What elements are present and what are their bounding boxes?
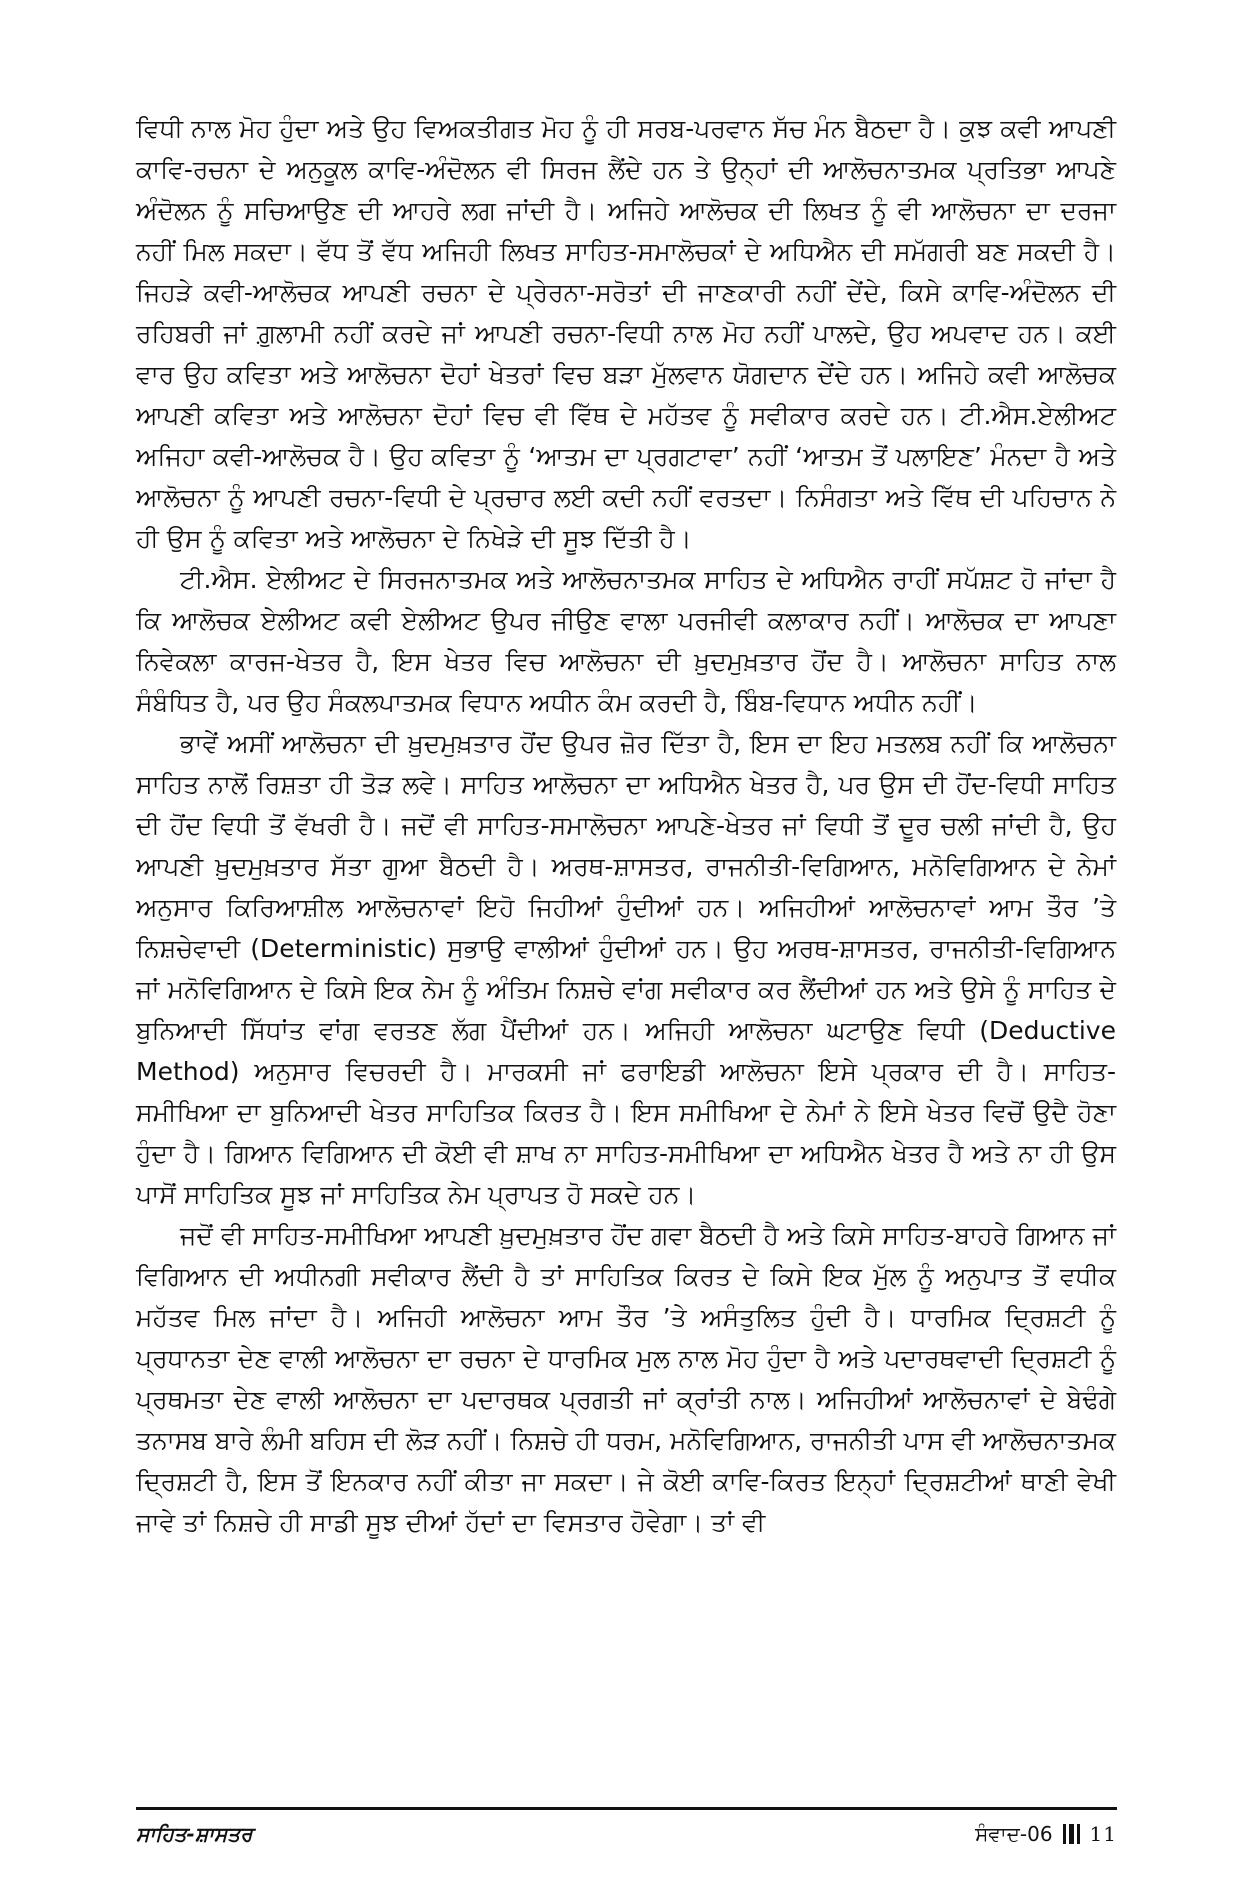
separator-bars-icon: [1063, 1823, 1080, 1845]
running-title: ਸਾਹਿਤ-ਸ਼ਾਸਤਰ: [136, 1822, 253, 1846]
paragraph-3: ਭਾਵੇਂ ਅਸੀਂ ਆਲੋਚਨਾ ਦੀ ਖ਼ੁਦਮੁਖ਼ਤਾਰ ਹੋਂਦ ਉਪਰ ਜ਼ੋਰ ਦਿੱਤਾ ਹੈ, ਇਸ ਦਾ ਇਹ ਮਤਲਬ ਨਹੀਂ ਕਿ ਆਲੋਚਨਾ ਸਾਹਿਤ ਨਾਲੋਂ ਰਿਸ਼ਤਾ ਹੀ ਤੋੜ ਲਵੇ। ਸਾਹਿਤ ਆਲੋਚਨਾ ਦਾ ਅਧਿਐਨ ਖੇਤਰ ਹੈ, ਪਰ ਉਸ ਦੀ ਹੋਂਦ-ਵਿਧੀ ਸਾਹਿਤ ਦੀ ਹੋਂਦ ਵਿਧੀ ਤੋਂ ਵੱਖਰੀ ਹੈ। ਜਦੋਂ ਵੀ ਸਾਹਿਤ-ਸਮਾਲੋਚਨਾ ਆਪਣੇ-ਖੇਤਰ ਜਾਂ ਵਿਧੀ ਤੋਂ ਦੂਰ ਚਲੀ ਜਾਂਦੀ ਹੈ, ਉਹ ਆਪਣੀ ਖ਼ੁਦਮੁਖ਼ਤਾਰ ਸੱਤਾ ਗੁਆ ਬੈਠਦੀ ਹੈ। ਅਰਥ-ਸ਼ਾਸਤਰ, ਰਾਜਨੀਤੀ-ਵਿਗਿਆਨ, ਮਨੋਵਿਗਿਆਨ ਦੇ ਨੇਮਾਂ ਅਨੁਸਾਰ ਕਿਰਿਆਸ਼ੀਲ ਆਲੋਚਨਾਵਾਂ ਇਹੋ ਜਿਹੀਆਂ ਹੁੰਦੀਆਂ ਹਨ। ਅਜਿਹੀਆਂ ਆਲੋਚਨਾਵਾਂ ਆਮ ਤੌਰ ’ਤੇ ਨਿਸ਼ਚੇਵਾਦੀ (Deterministic) ਸੁਭਾਉ ਵਾਲੀਆਂ ਹੁੰਦੀਆਂ ਹਨ। ਉਹ ਅਰਥ-ਸ਼ਾਸਤਰ, ਰਾਜਨੀਤੀ-ਵਿਗਿਆਨ ਜਾਂ ਮਨੋਵਿਗਿਆਨ ਦੇ ਕਿਸੇ ਇਕ ਨੇਮ ਨੂੰ ਅੰਤਿਮ ਨਿਸ਼ਚੇ ਵਾਂਗ ਸਵੀਕਾਰ ਕਰ ਲੈਂਦੀਆਂ ਹਨ ਅਤੇ ਉਸੇ ਨੂੰ ਸਾਹਿਤ ਦੇ ਬੁਨਿਆਦੀ ਸਿੱਧਾਂਤ ਵਾਂਗ ਵਰਤਣ ਲੱਗ ਪੈਂਦੀਆਂ ਹਨ। ਅਜਿਹੀ ਆਲੋਚਨਾ ਘਟਾਉਣ ਵਿਧੀ (Deductive Method) ਅਨੁਸਾਰ ਵਿਚਰਦੀ ਹੈ। ਮਾਰਕਸੀ ਜਾਂ ਫਰਾਇਡੀ ਆਲੋਚਨਾ ਇਸੇ ਪ੍ਰਕਾਰ ਦੀ ਹੈ। ਸਾਹਿਤ-ਸਮੀਖਿਆ ਦਾ ਬੁਨਿਆਦੀ ਖੇਤਰ ਸਾਹਿਤਿਕ ਕਿਰਤ ਹੈ। ਇਸ ਸਮੀਖਿਆ ਦੇ ਨੇਮਾਂ ਨੇ ਇਸੇ ਖੇਤਰ ਵਿਚੋਂ ਉਦੈ ਹੋਣਾ ਹੁੰਦਾ ਹੈ। ਗਿਆਨ ਵਿਗਿਆਨ ਦੀ ਕੋਈ ਵੀ ਸ਼ਾਖ ਨਾ ਸਾਹਿਤ-ਸਮੀਖਿਆ ਦਾ ਅਧਿਐਨ ਖੇਤਰ ਹੈ ਅਤੇ ਨਾ ਹੀ ਉਸ ਪਾਸੋਂ ਸਾਹਿਤਿਕ ਸੂਝ ਜਾਂ ਸਾਹਿਤਿਕ ਨੇਮ ਪ੍ਰਾਪਤ ਹੋ ਸਕਦੇ ਹਨ।: [136, 729, 1116, 1209]
page-body: [136, 108, 1116, 1748]
footer-right: [975, 1822, 1117, 1846]
page-footer: [136, 1822, 1117, 1862]
footer-divider: [136, 1807, 1117, 1810]
article-text: [136, 108, 1116, 1543]
journal-issue: ਸੰਵਾਦ-06: [975, 1822, 1053, 1846]
paragraph-1: ਵਿਧੀ ਨਾਲ ਮੋਹ ਹੁੰਦਾ ਅਤੇ ਉਹ ਵਿਅਕਤੀਗਤ ਮੋਹ ਨੂੰ ਹੀ ਸਰਬ-ਪਰਵਾਨ ਸੱਚ ਮੰਨ ਬੈਠਦਾ ਹੈ। ਕੁਝ ਕਵੀ ਆਪਣੀ ਕਾਵਿ-ਰਚਨਾ ਦੇ ਅਨੁਕੂਲ ਕਾਵਿ-ਅੰਦੋਲਨ ਵੀ ਸਿਰਜ ਲੈਂਦੇ ਹਨ ਤੇ ਉਨ੍ਹਾਂ ਦੀ ਆਲੋਚਨਾਤਮਕ ਪ੍ਰਤਿਭਾ ਆਪਣੇ ਅੰਦੋਲਨ ਨੂੰ ਸਚਿਆਉਣ ਦੀ ਆਹਰੇ ਲਗ ਜਾਂਦੀ ਹੈ। ਅਜਿਹੇ ਆਲੋਚਕ ਦੀ ਲਿਖਤ ਨੂੰ ਵੀ ਆਲੋਚਨਾ ਦਾ ਦਰਜਾ ਨਹੀਂ ਮਿਲ ਸਕਦਾ। ਵੱਧ ਤੋਂ ਵੱਧ ਅਜਿਹੀ ਲਿਖਤ ਸਾਹਿਤ-ਸਮਾਲੋਚਕਾਂ ਦੇ ਅਧਿਐਨ ਦੀ ਸਮੱਗਰੀ ਬਣ ਸਕਦੀ ਹੈ। ਜਿਹੜੇ ਕਵੀ-ਆਲੋਚਕ ਆਪਣੀ ਰਚਨਾ ਦੇ ਪ੍ਰੇਰਨਾ-ਸਰੋਤਾਂ ਦੀ ਜਾਣਕਾਰੀ ਨਹੀਂ ਦੇਂਦੇ, ਕਿਸੇ ਕਾਵਿ-ਅੰਦੋਲਨ ਦੀ ਰਹਿਬਰੀ ਜਾਂ ਗ਼ੁਲਾਮੀ ਨਹੀਂ ਕਰਦੇ ਜਾਂ ਆਪਣੀ ਰਚਨਾ-ਵਿਧੀ ਨਾਲ ਮੋਹ ਨਹੀਂ ਪਾਲਦੇ, ਉਹ ਅਪਵਾਦ ਹਨ। ਕਈ ਵਾਰ ਉਹ ਕਵਿਤਾ ਅਤੇ ਆਲੋਚਨਾ ਦੋਹਾਂ ਖੇਤਰਾਂ ਵਿਚ ਬੜਾ ਮੁੱਲਵਾਨ ਯੋਗਦਾਨ ਦੇਂਦੇ ਹਨ। ਅਜਿਹੇ ਕਵੀ ਆਲੋਚਕ ਆਪਣੀ ਕਵਿਤਾ ਅਤੇ ਆਲੋਚਨਾ ਦੋਹਾਂ ਵਿਚ ਵੀ ਵਿੱਥ ਦੇ ਮਹੱਤਵ ਨੂੰ ਸਵੀਕਾਰ ਕਰਦੇ ਹਨ। ਟੀ.ਐਸ.ਏਲੀਅਟ ਅਜਿਹਾ ਕਵੀ-ਆਲੋਚਕ ਹੈ। ਉਹ ਕਵਿਤਾ ਨੂੰ ‘ਆਤਮ ਦਾ ਪ੍ਰਗਟਾਵਾ’ ਨਹੀਂ ‘ਆਤਮ ਤੋਂ ਪਲਾਇਣ’ ਮੰਨਦਾ ਹੈ ਅਤੇ ਆਲੋਚਨਾ ਨੂੰ ਆਪਣੀ ਰਚਨਾ-ਵਿਧੀ ਦੇ ਪ੍ਰਚਾਰ ਲਈ ਕਦੀ ਨਹੀਂ ਵਰਤਦਾ। ਨਿਸੰਗਤਾ ਅਤੇ ਵਿੱਥ ਦੀ ਪਹਿਚਾਨ ਨੇ ਹੀ ਉਸ ਨੂੰ ਕਵਿਤਾ ਅਤੇ ਆਲੋਚਨਾ ਦੇ ਨਿਖੇੜੇ ਦੀ ਸੂਝ ਦਿੱਤੀ ਹੈ।: [136, 114, 1116, 553]
paragraph-2: ਟੀ.ਐਸ. ਏਲੀਅਟ ਦੇ ਸਿਰਜਨਾਤਮਕ ਅਤੇ ਆਲੋਚਨਾਤਮਕ ਸਾਹਿਤ ਦੇ ਅਧਿਐਨ ਰਾਹੀਂ ਸਪੱਸ਼ਟ ਹੋ ਜਾਂਦਾ ਹੈ ਕਿ ਆਲੋਚਕ ਏਲੀਅਟ ਕਵੀ ਏਲੀਅਟ ਉਪਰ ਜੀਉਣ ਵਾਲਾ ਪਰਜੀਵੀ ਕਲਾਕਾਰ ਨਹੀਂ। ਆਲੋਚਕ ਦਾ ਆਪਣਾ ਨਿਵੇਕਲਾ ਕਾਰਜ-ਖੇਤਰ ਹੈ, ਇਸ ਖੇਤਰ ਵਿਚ ਆਲੋਚਨਾ ਦੀ ਖ਼ੁਦਮੁਖ਼ਤਾਰ ਹੋਂਦ ਹੈ। ਆਲੋਚਨਾ ਸਾਹਿਤ ਨਾਲ ਸੰਬੰਧਿਤ ਹੈ, ਪਰ ਉਹ ਸੰਕਲਪਾਤਮਕ ਵਿਧਾਨ ਅਧੀਨ ਕੰਮ ਕਰਦੀ ਹੈ, ਬਿੰਬ-ਵਿਧਾਨ ਅਧੀਨ ਨਹੀਂ।: [136, 565, 1116, 717]
paragraph-4: ਜਦੋਂ ਵੀ ਸਾਹਿਤ-ਸਮੀਖਿਆ ਆਪਣੀ ਖ਼ੁਦਮੁਖ਼ਤਾਰ ਹੋਂਦ ਗਵਾ ਬੈਠਦੀ ਹੈ ਅਤੇ ਕਿਸੇ ਸਾਹਿਤ-ਬਾਹਰੇ ਗਿਆਨ ਜਾਂ ਵਿਗਿਆਨ ਦੀ ਅਧੀਨਗੀ ਸਵੀਕਾਰ ਲੈਂਦੀ ਹੈ ਤਾਂ ਸਾਹਿਤਿਕ ਕਿਰਤ ਦੇ ਕਿਸੇ ਇਕ ਮੁੱਲ ਨੂੰ ਅਨੁਪਾਤ ਤੋਂ ਵਧੀਕ ਮਹੱਤਵ ਮਿਲ ਜਾਂਦਾ ਹੈ। ਅਜਿਹੀ ਆਲੋਚਨਾ ਆਮ ਤੌਰ ’ਤੇ ਅਸੰਤੁਲਿਤ ਹੁੰਦੀ ਹੈ। ਧਾਰਮਿਕ ਦ੍ਰਿਸ਼ਟੀ ਨੂੰ ਪ੍ਰਧਾਨਤਾ ਦੇਣ ਵਾਲੀ ਆਲੋਚਨਾ ਦਾ ਰਚਨਾ ਦੇ ਧਾਰਮਿਕ ਮੁਲ ਨਾਲ ਮੋਹ ਹੁੰਦਾ ਹੈ ਅਤੇ ਪਦਾਰਥਵਾਦੀ ਦ੍ਰਿਸ਼ਟੀ ਨੂੰ ਪ੍ਰਥਮਤਾ ਦੇਣ ਵਾਲੀ ਆਲੋਚਨਾ ਦਾ ਪਦਾਰਥਕ ਪ੍ਰਗਤੀ ਜਾਂ ਕ੍ਰਾਂਤੀ ਨਾਲ। ਅਜਿਹੀਆਂ ਆਲੋਚਨਾਵਾਂ ਦੇ ਬੇਢੰਗੇ ਤਨਾਸਬ ਬਾਰੇ ਲੰਮੀ ਬਹਿਸ ਦੀ ਲੋੜ ਨਹੀਂ। ਨਿਸ਼ਚੇ ਹੀ ਧਰਮ, ਮਨੋਵਿਗਿਆਨ, ਰਾਜਨੀਤੀ ਪਾਸ ਵੀ ਆਲੋਚਨਾਤਮਕ ਦ੍ਰਿਸ਼ਟੀ ਹੈ, ਇਸ ਤੋਂ ਇਨਕਾਰ ਨਹੀਂ ਕੀਤਾ ਜਾ ਸਕਦਾ। ਜੇ ਕੋਈ ਕਾਵਿ-ਕਿਰਤ ਇਨ੍ਹਾਂ ਦ੍ਰਿਸ਼ਟੀਆਂ ਥਾਣੀ ਵੇਖੀ ਜਾਵੇ ਤਾਂ ਨਿਸ਼ਚੇ ਹੀ ਸਾਡੀ ਸੂਝ ਦੀਆਂ ਹੱਦਾਂ ਦਾ ਵਿਸਤਾਰ ਹੋਵੇਗਾ। ਤਾਂ ਵੀ: [136, 1221, 1116, 1537]
page-number: 11: [1089, 1822, 1117, 1846]
